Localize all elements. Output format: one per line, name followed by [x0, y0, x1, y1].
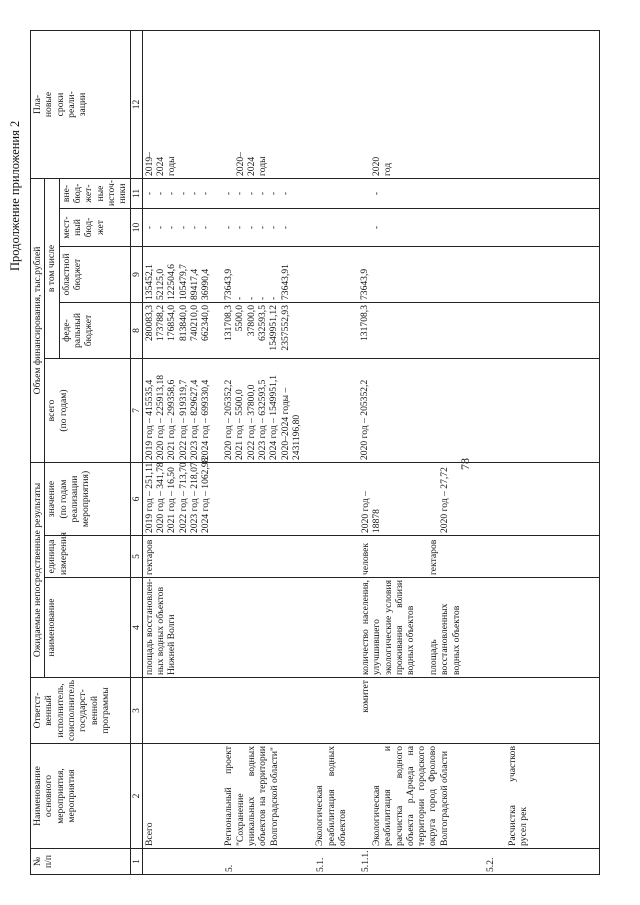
num-5: 5.	[223, 864, 235, 872]
federal-vsego: 280083,3 173788,2 176854,0 813840,0 740210,0 662340,0	[143, 305, 212, 341]
local-column	[142, 209, 599, 247]
result-name-area: площадь восстановленных водных объектов	[427, 603, 462, 675]
header-incl: в том числе	[45, 179, 59, 359]
total-vsego: 2019 год – 415535,4 2020 год – 225913,18 2021 год – 299358,6 2022 год – 919319,7 2023 год – 829627,4 2024 год – 699330,4	[143, 374, 212, 460]
result-name-population: количество населения, улучшившего экологические условия проживания вблизи водных объектов	[360, 580, 417, 675]
local-5-1-1: -	[370, 225, 382, 230]
unit-area: гектаров	[428, 539, 440, 575]
extrabudget-vsego: - - - - - -	[143, 191, 212, 196]
result-name-column	[142, 578, 599, 678]
col-num: 12	[130, 31, 142, 179]
value-total: 2019 год – 251,11 2020 год – 341,78 2021 год – 16,50 2022 год – 713,70 2023 год – 218,07 2024 год – 1062,98	[143, 457, 212, 533]
local-vsego: - - - - - -	[143, 225, 212, 230]
header-results: Ожидаемые непосредственные результаты	[31, 463, 45, 678]
num-column	[142, 849, 599, 875]
col-num: 9	[130, 247, 142, 303]
header-unit: единица измерения	[45, 536, 130, 578]
num-5-2: 5.2.	[485, 857, 497, 872]
unit-population: человек	[360, 542, 372, 575]
col-num: 2	[130, 744, 142, 849]
unit-column	[142, 536, 599, 578]
federal-column	[142, 303, 599, 359]
column-numbers-row	[130, 31, 142, 875]
term-column	[142, 31, 599, 179]
header-result-name: наименование	[45, 578, 130, 678]
name-total: Всего	[143, 822, 155, 846]
total-5: 2020 год – 205352,2 2021 год – 5500,0 2022 год – 37800,0 2023 год – 632593,5 2024 год – 1549951,1 2020–2024 годы – 2431196,80	[223, 374, 302, 460]
col-num: 8	[130, 303, 142, 359]
unit-total: гектаров	[143, 539, 155, 575]
responsible-5-1-1: комитет	[360, 680, 372, 713]
header-local: мест- ный бюд- жет	[59, 209, 130, 247]
num-5-1-1: 5.1.1.	[360, 850, 372, 872]
extrabudget-5: - - - - - -	[223, 191, 291, 196]
header-responsible: Ответст- венный исполнитель, соисполнитель государст- венной программы	[31, 678, 131, 744]
col-num: 10	[130, 209, 142, 247]
header-total: всего (по годам)	[45, 359, 130, 463]
total-column	[142, 359, 599, 463]
header-num: № п/п	[31, 849, 131, 875]
regional-column	[142, 247, 599, 303]
continuation-title: Продолжение приложения 2	[8, 120, 22, 271]
term-5-1-1: 2020 год	[371, 156, 394, 176]
extrabudget-5-1-1: -	[370, 191, 382, 196]
regional-vsego: 135452,1 52125,0 122504,6 105479,7 89417,4 36990,4	[143, 264, 212, 300]
name-5-1: Экологическая реабилитация водных объектов	[314, 746, 348, 846]
col-num: 11	[130, 179, 142, 209]
value-population: 2020 год – 18878	[359, 491, 383, 533]
header-regional: областной бюджет	[59, 247, 130, 303]
regional-5-1-1: 73643,9	[359, 268, 371, 300]
num-5-1: 5.1.	[314, 857, 326, 872]
page-number: 78	[458, 458, 472, 470]
header-name: Наименование основного мероприятия, мероприятия	[31, 744, 131, 849]
value-column	[142, 457, 599, 536]
extrabudget-column	[142, 179, 599, 209]
header-value: значение (по годам реализации мероприятия)	[45, 463, 130, 536]
result-name-total: площадь восстановлен- ных водных объектов Нижней Волги	[143, 578, 178, 675]
header-federal: феде- ральный бюджет	[59, 303, 130, 359]
table-body-row	[142, 31, 599, 875]
name-5-1-1: Экологическая реабилитация и расчистка водного объекта р.Арчеда на территории городского округа город Фролово Волгоградской области	[370, 746, 450, 846]
name-5: Региональный проект "Сохранение уникальных водных объектов на территории Волгоградской области"	[223, 746, 280, 846]
federal-5: 131708,3 5500,0 37800,0 632593,5 1549951,12 2357552,93	[223, 305, 291, 351]
total-5-1-1: 2020 год – 205352,2	[359, 379, 371, 460]
value-area: 2020 год – 27,72	[439, 467, 451, 533]
col-num: 6	[130, 463, 142, 536]
federal-5-1-1: 131708,3	[359, 305, 371, 341]
col-num: 7	[130, 359, 142, 463]
name-column	[142, 744, 599, 849]
term-5: 2020– 2024 годы	[234, 152, 269, 176]
regional-5: 73643,9 - - - - 73643,91	[223, 264, 291, 300]
col-num: 1	[130, 849, 142, 875]
col-num: 5	[130, 536, 142, 578]
local-5: - - - - - -	[223, 225, 291, 230]
header-extrabudget: вне- бюд- жет- ные источ- ники	[59, 179, 130, 209]
header-term: Пла- новые сроки реали- зации	[31, 31, 131, 179]
header-finance: Объем финансирования, тыс.рублей	[31, 179, 45, 463]
col-num: 4	[130, 578, 142, 678]
name-5-2: Расчистка участков русел рек	[507, 746, 530, 846]
term-vsego: 2019– 2024 годы	[143, 152, 178, 176]
responsible-column	[142, 678, 599, 744]
col-num: 3	[130, 678, 142, 744]
financing-table	[30, 30, 600, 875]
